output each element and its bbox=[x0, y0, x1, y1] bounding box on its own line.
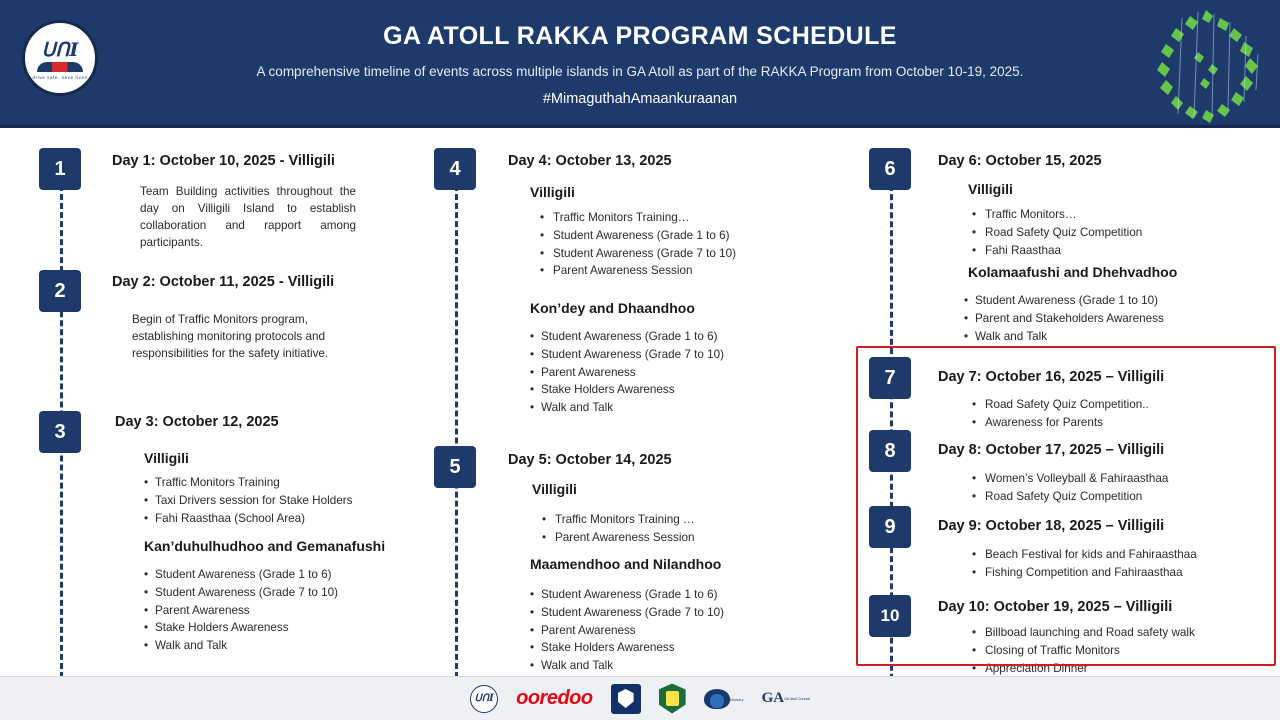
list-item: • Student Awareness (Grade 1 to 6) bbox=[540, 227, 736, 245]
day-3-island-2: Kan’duhulhudhoo and Gemanafushi bbox=[144, 538, 386, 554]
day-5-section-1-list bbox=[542, 511, 695, 547]
day-7-title: Day 7: October 16, 2025 – Villigili bbox=[938, 369, 1165, 385]
maldives-police-service-logo bbox=[611, 684, 641, 714]
list-item: • Student Awareness (Grade 1 to 10) bbox=[964, 292, 1164, 310]
day-3-island-1: Villigili bbox=[144, 450, 189, 466]
day-marker-10[interactable]: 10 bbox=[869, 595, 911, 637]
day-3-section-2-list bbox=[144, 566, 338, 655]
list-item: • Parent Awareness Session bbox=[540, 262, 736, 280]
list-item: • Fishing Competition and Fahiraasthaa bbox=[972, 564, 1197, 582]
list-item: • Student Awareness (Grade 7 to 10) bbox=[540, 245, 736, 263]
list-item: • Road Safety Quiz Competition bbox=[972, 224, 1142, 242]
list-item: • Road Safety Quiz Competition bbox=[972, 488, 1168, 506]
day-marker-9[interactable]: 9 bbox=[869, 506, 911, 548]
ga-caption: GA Atoll Council bbox=[784, 696, 810, 701]
day-marker-4[interactable]: 4 bbox=[434, 148, 476, 190]
day-marker-6[interactable]: 6 bbox=[869, 148, 911, 190]
day-marker-8[interactable]: 8 bbox=[869, 430, 911, 472]
list-item: • Traffic Monitors Training … bbox=[542, 511, 695, 529]
day-1-title: Day 1: October 10, 2025 - Villigili bbox=[112, 153, 335, 169]
day-6-section-1-list bbox=[972, 206, 1142, 259]
list-item: • Traffic Monitors Training bbox=[144, 474, 352, 492]
logo-tagline: drive safe. save lives bbox=[32, 74, 88, 80]
list-item: • Parent Awareness bbox=[530, 364, 724, 382]
list-item: • Walk and Talk bbox=[144, 637, 338, 655]
campaign-hashtag: #MimaguthahAmaankuraanan bbox=[542, 91, 738, 107]
day-3-section-1-list bbox=[144, 474, 352, 527]
day-4-title: Day 4: October 13, 2025 bbox=[508, 153, 672, 169]
council-crest-logo bbox=[659, 684, 686, 714]
ooredoo-logo: ooredoo bbox=[516, 687, 593, 709]
list-item: • Stake Holders Awareness bbox=[530, 381, 724, 399]
list-item: • Parent Awareness Session bbox=[542, 529, 695, 547]
list-item: • Traffic Monitors Training… bbox=[540, 209, 736, 227]
timeline-column-2 bbox=[420, 128, 850, 676]
list-item: • Student Awareness (Grade 1 to 6) bbox=[530, 586, 724, 604]
day-8-title: Day 8: October 17, 2025 – Villigili bbox=[938, 442, 1165, 458]
list-item: • Parent Awareness bbox=[144, 602, 338, 620]
day-2-paragraph: Begin of Traffic Monitors program, establishing monitoring protocols and responsibilities for the safety initiative. bbox=[132, 313, 329, 360]
emblem-caption: Ministry bbox=[729, 697, 744, 702]
atoll-map-icon bbox=[1086, 6, 1266, 124]
day-5-island-1: Villigili bbox=[532, 481, 577, 497]
day-6-section-2-list bbox=[964, 292, 1164, 345]
page-subtitle: A comprehensive timeline of events across multiple islands in GA Atoll as part of the RAKKA Program from October 10-19, 2025. bbox=[256, 64, 1024, 79]
list-item: • Awareness for Parents bbox=[972, 414, 1149, 432]
day-6-title: Day 6: October 15, 2025 bbox=[938, 153, 1102, 169]
list-item: • Women’s Volleyball & Fahiraasthaa bbox=[972, 470, 1168, 488]
day-3-title: Day 3: October 12, 2025 bbox=[115, 414, 279, 430]
day-10-title: Day 10: October 19, 2025 – Villigili bbox=[938, 599, 1173, 615]
list-item: • Stake Holders Awareness bbox=[530, 639, 724, 657]
timeline-columns bbox=[0, 128, 1280, 676]
day-marker-3[interactable]: 3 bbox=[39, 411, 81, 453]
emblem-icon bbox=[704, 689, 730, 709]
day-marker-2[interactable]: 2 bbox=[39, 270, 81, 312]
day-5-title: Day 5: October 14, 2025 bbox=[508, 452, 672, 468]
day-6-island-2: Kolamaafushi and Dhehvadhoo bbox=[968, 264, 1178, 280]
timeline-column-1 bbox=[0, 128, 420, 676]
list-item: • Walk and Talk bbox=[530, 657, 724, 675]
ga-mark-icon: GA bbox=[761, 690, 785, 706]
day-5-section-2-list bbox=[530, 586, 724, 675]
day-4-section-1-list bbox=[540, 209, 736, 280]
list-item: • Walk and Talk bbox=[530, 399, 724, 417]
list-item: • Stake Holders Awareness bbox=[144, 619, 338, 637]
day-marker-5[interactable]: 5 bbox=[434, 446, 476, 488]
logo-script-text: ᑌᑎI bbox=[41, 38, 79, 61]
day-4-island-1: Villigili bbox=[530, 184, 575, 200]
list-item: • Billboad launching and Road safety walk bbox=[972, 624, 1195, 642]
list-item: • Traffic Monitors… bbox=[972, 206, 1142, 224]
list-item: • Taxi Drivers session for Stake Holders bbox=[144, 492, 352, 510]
list-item: • Fahi Raasthaa (School Area) bbox=[144, 510, 352, 528]
ga-atoll-council-logo bbox=[762, 690, 810, 707]
list-item: • Fahi Raasthaa bbox=[972, 242, 1142, 260]
day-1-paragraph: Team Building activities throughout the day on Villigili Island to establish collaboration and rapport among participants. bbox=[140, 185, 356, 249]
list-item: • Parent Awareness bbox=[530, 622, 724, 640]
police-shield-icon bbox=[618, 689, 634, 708]
list-item: • Parent and Stakeholders Awareness bbox=[964, 310, 1164, 328]
day-4-island-2: Kon’dey and Dhaandhoo bbox=[530, 300, 695, 316]
sponsor-footer bbox=[0, 676, 1280, 720]
day-marker-7[interactable]: 7 bbox=[869, 357, 911, 399]
list-item: • Student Awareness (Grade 7 to 10) bbox=[530, 604, 724, 622]
list-item: • Walk and Talk bbox=[964, 328, 1164, 346]
list-item: • Closing of Traffic Monitors bbox=[972, 642, 1195, 660]
list-item: • Road Safety Quiz Competition.. bbox=[972, 396, 1149, 414]
day-9-title: Day 9: October 18, 2025 – Villigili bbox=[938, 518, 1165, 534]
government-emblem-logo bbox=[704, 689, 744, 709]
day-4-section-2-list bbox=[530, 328, 724, 417]
highlight-box-days-7-10 bbox=[856, 346, 1276, 666]
list-item: • Student Awareness (Grade 1 to 6) bbox=[530, 328, 724, 346]
uni-road-safety-footer-logo bbox=[470, 685, 498, 713]
list-item: • Student Awareness (Grade 7 to 10) bbox=[530, 346, 724, 364]
day-6-island-1: Villigili bbox=[968, 181, 1013, 197]
poster-header bbox=[0, 0, 1280, 128]
list-item: • Appreciation Dinner bbox=[972, 660, 1195, 678]
timeline-column-3 bbox=[850, 128, 1280, 676]
list-item: • Beach Festival for kids and Fahiraasthaa bbox=[972, 546, 1197, 564]
day-marker-1[interactable]: 1 bbox=[39, 148, 81, 190]
day-5-island-2: Maamendhoo and Nilandhoo bbox=[530, 556, 722, 572]
list-item: • Student Awareness (Grade 7 to 10) bbox=[144, 584, 338, 602]
footer-uni-mark: ᑌᑎI bbox=[470, 685, 498, 713]
page-title: GA ATOLL RAKKA PROGRAM SCHEDULE bbox=[383, 22, 897, 50]
timeline-rail-2 bbox=[455, 176, 458, 696]
list-item: • Student Awareness (Grade 1 to 6) bbox=[144, 566, 338, 584]
day-2-title: Day 2: October 11, 2025 - Villigili bbox=[112, 274, 335, 290]
crest-icon bbox=[666, 691, 679, 706]
